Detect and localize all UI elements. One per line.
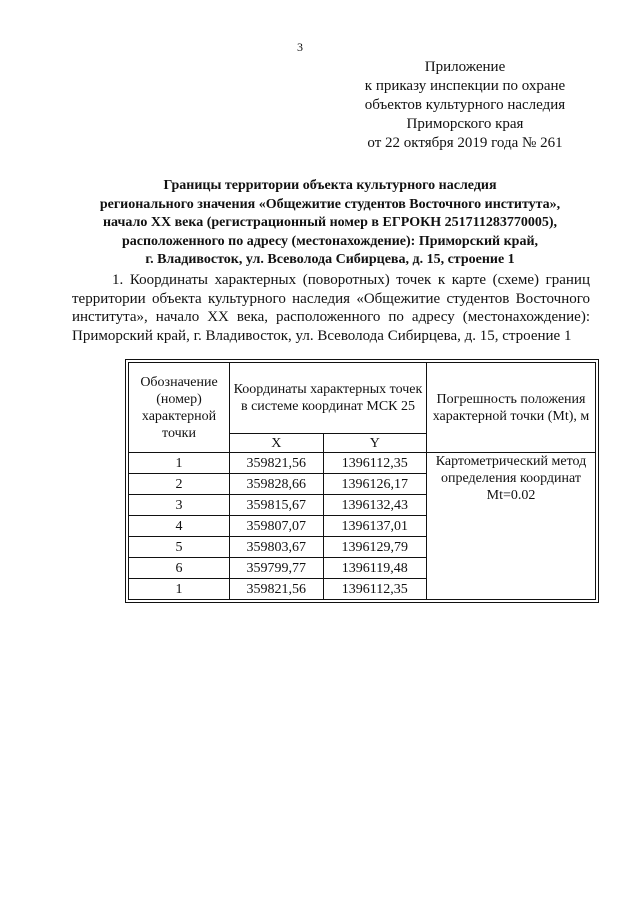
appendix-line: от 22 октября 2019 года № 261	[367, 135, 563, 151]
document-heading	[60, 177, 600, 270]
cell-x: 359803,67	[230, 537, 324, 558]
cell-y: 1396129,79	[323, 537, 426, 558]
cell-point: 1	[129, 453, 230, 474]
cell-y: 1396132,43	[323, 495, 426, 516]
header-y: Y	[323, 434, 426, 453]
coordinates-table	[128, 362, 596, 600]
header-coords: Координаты характерных точек в системе координат МСК 25	[230, 363, 427, 434]
cell-x: 359815,67	[230, 495, 324, 516]
cell-point: 3	[129, 495, 230, 516]
cell-x: 359821,56	[230, 579, 324, 600]
heading-line: регионального значения «Общежитие студентов Восточного института»,	[99, 196, 561, 212]
cell-y: 1396112,35	[323, 453, 426, 474]
appendix-line: Приморского края	[406, 116, 524, 132]
table-row	[129, 453, 596, 474]
cell-point: 5	[129, 537, 230, 558]
cell-x: 359799,77	[230, 558, 324, 579]
cell-accuracy: Картометрический метод определения координат Mt=0.02	[427, 453, 596, 600]
heading-line: г. Владивосток, ул. Всеволода Сибирцева, д. 15, строение 1	[145, 252, 515, 267]
header-point: Обозначение (номер) характерной точки	[129, 363, 230, 453]
appendix-line: Приложение	[424, 59, 506, 75]
appendix-block	[330, 58, 600, 153]
paragraph-text: 1. Координаты характерных (поворотных) точек к карте (схеме) границ территории объекта культурного наследия «Общежитие студентов Восточного института», начало XX века, расположенного по адресу (местонахождение): Приморский край, г. Владивосток, ул. Всеволода Сибирцева, д. 15, строение 1	[72, 272, 590, 344]
heading-line: начало XX века (регистрационный номер в ЕГРОКН 251711283770005),	[102, 215, 558, 230]
appendix-line: к приказу инспекции по охране	[364, 78, 566, 94]
cell-x: 359807,07	[230, 516, 324, 537]
header-x: X	[230, 434, 324, 453]
cell-y: 1396119,48	[323, 558, 426, 579]
heading-line: расположенного по адресу (местонахождение): Приморский край,	[121, 233, 539, 249]
cell-y: 1396137,01	[323, 516, 426, 537]
cell-point: 1	[129, 579, 230, 600]
page-number: 3	[297, 40, 303, 54]
cell-x: 359821,56	[230, 453, 324, 474]
cell-y: 1396112,35	[323, 579, 426, 600]
cell-y: 1396126,17	[323, 474, 426, 495]
heading-line: Границы территории объекта культурного наследия	[163, 178, 497, 193]
cell-point: 2	[129, 474, 230, 495]
body-paragraph	[72, 271, 590, 345]
cell-point: 6	[129, 558, 230, 579]
cell-x: 359828,66	[230, 474, 324, 495]
header-accuracy: Погрешность положения характерной точки (Mt), м	[427, 363, 596, 453]
appendix-line: объектов культурного наследия	[364, 97, 566, 113]
cell-point: 4	[129, 516, 230, 537]
